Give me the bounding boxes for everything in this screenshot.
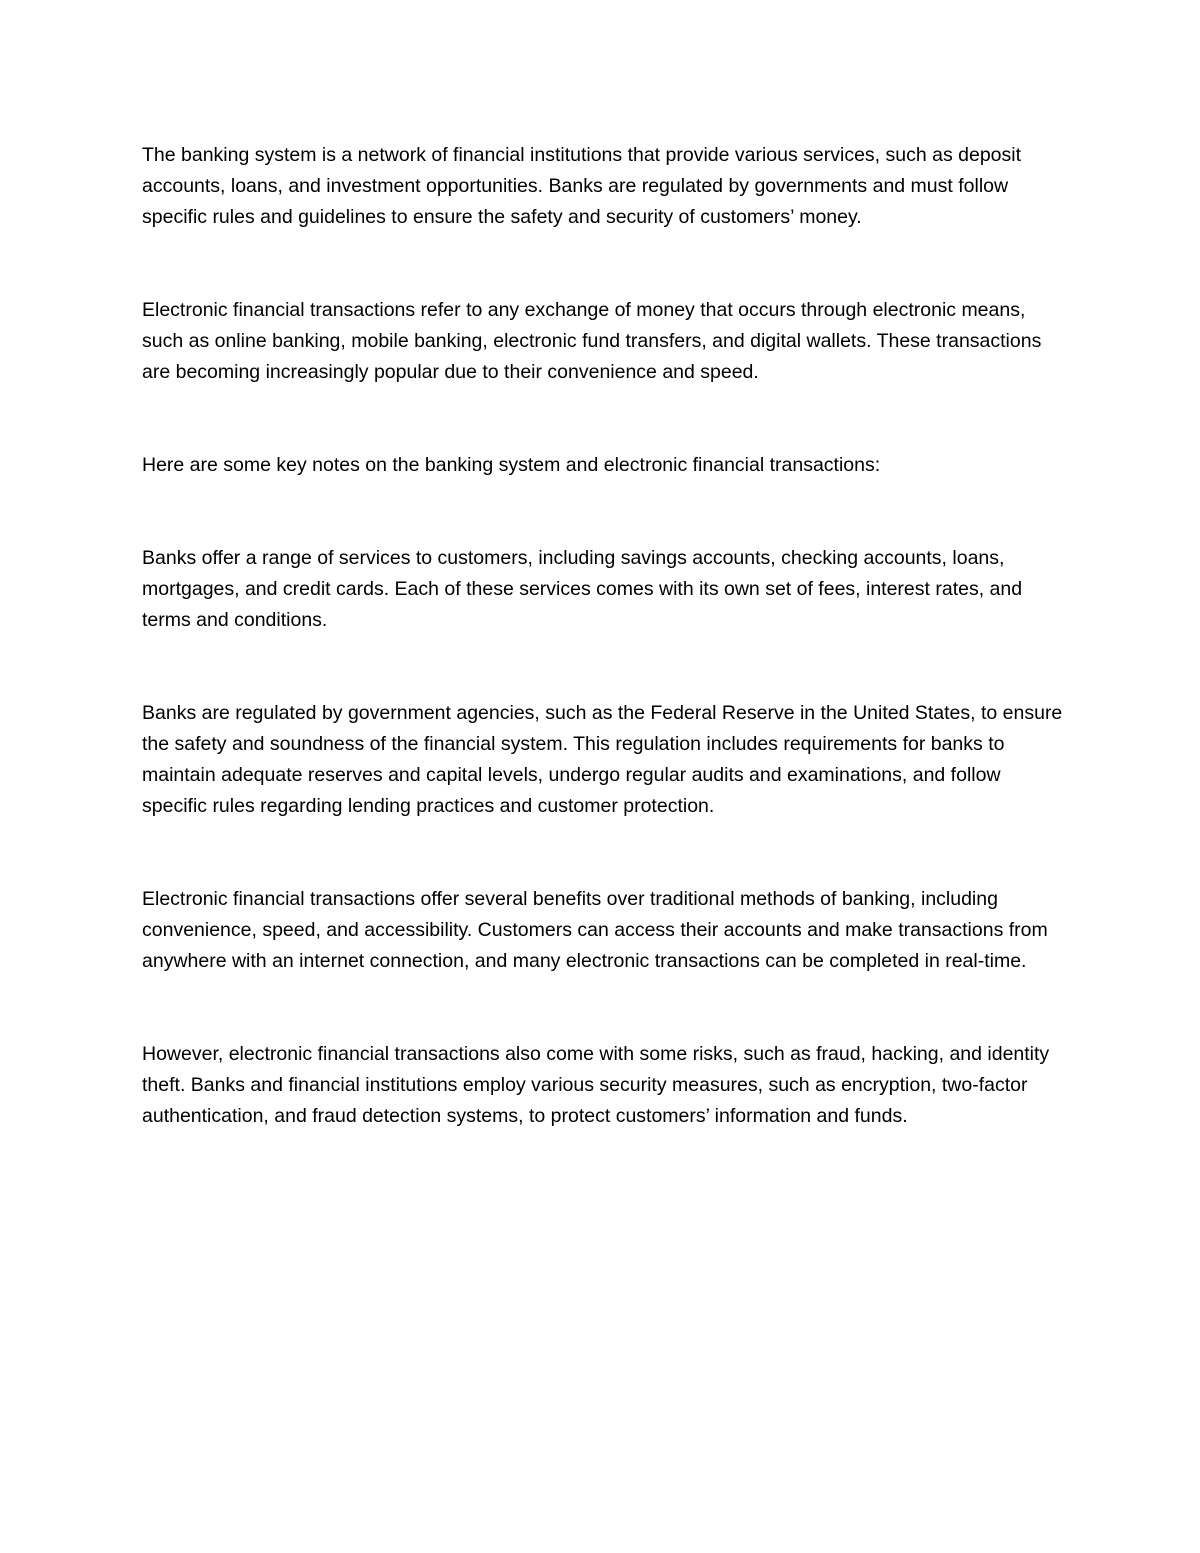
paragraph-banking-system: The banking system is a network of financial institutions that provide various services, such as deposit accounts, loans, and investment opportunities. Banks are regulated by governments and must follow specific rules and guidelines to ensure the safety and security of customers’ money. [142,144,1022,228]
paragraph-electronic-risks: However, electronic financial transactions also come with some risks, such as fraud, hacking, and identity theft. Banks and financial institutions employ various security measures, such as encryption, two-factor authentication, and fraud detection systems, to protect customers’ information and funds. [142,1043,1050,1127]
paragraph-bank-services: Banks offer a range of services to customers, including savings accounts, checking accounts, loans, mortgages, and credit cards. Each of these services comes with its own set of fees, interest rates, and terms and conditions. [142,547,1023,631]
paragraph-electronic-benefits: Electronic financial transactions offer several benefits over traditional methods of banking, including convenience, speed, and accessibility. Customers can access their accounts and make transactions from anywhere with an internet connection, and many electronic transactions can be completed in real-time. [142,888,1048,972]
paragraph-bank-regulation: Banks are regulated by government agencies, such as the Federal Reserve in the United States, to ensure the safety and soundness of the financial system. This regulation includes requirements for banks to maintain adequate reserves and capital levels, undergo regular audits and examinations, and follow specific rules regarding lending practices and customer protection. [142,702,1063,817]
paragraph-electronic-transactions: Electronic financial transactions refer to any exchange of money that occurs through electronic means, such as online banking, mobile banking, electronic fund transfers, and digital wallets. These transactions are becoming increasingly popular due to their convenience and speed. [142,299,1042,383]
paragraph-key-notes-intro: Here are some key notes on the banking system and electronic financial transactions: [142,454,881,476]
document-body [142,140,1067,1132]
